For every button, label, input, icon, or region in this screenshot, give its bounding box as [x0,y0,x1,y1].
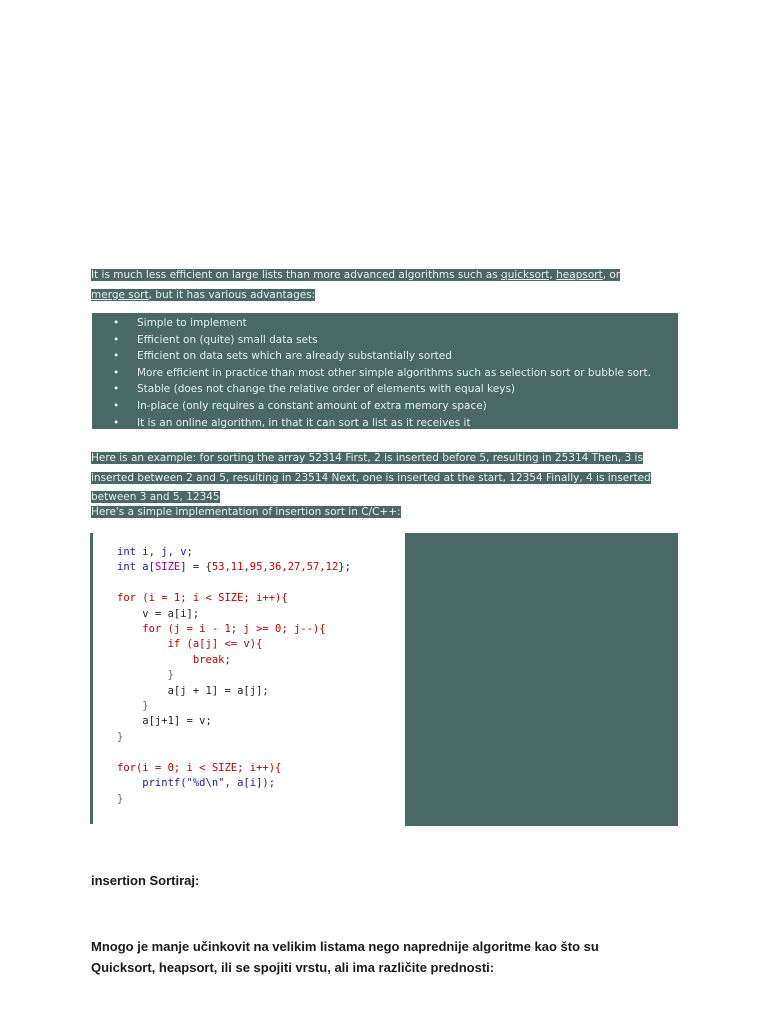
code-token: 53,11,95,36,27,57,12 [211,561,339,574]
list-item: • Efficient on (quite) small data sets [92,332,678,349]
code-line: a[j + 1] = a[j]; [117,684,269,697]
advantages-box [92,313,678,429]
code-line: a[j+1] = v; [117,715,212,728]
list-item: • Simple to implement [92,315,678,332]
code-token: ] = { [180,561,212,574]
mergesort-link[interactable]: merge sort [91,288,149,301]
code-block [90,533,403,824]
code-line: v = a[i]; [117,607,200,620]
code-side-panel [405,533,678,826]
code-line: } [117,792,124,805]
code-listing [93,533,403,807]
list-item: • It is an online algorithm, in that it can sort a list as it receives it [92,415,678,432]
intro-text-2: , but it has various advantages: [148,288,316,301]
quicksort-link[interactable]: quicksort [501,269,550,281]
code-line: int i, j, v; [117,546,193,558]
section-heading: insertion Sortiraj: [91,873,200,888]
intro-sep-2: , or [602,269,621,281]
code-line: for (i = 1; i < SIZE; i++){ [117,592,288,605]
heapsort-link[interactable]: heapsort [556,269,603,281]
intro-text-1: It is much less efficient on large lists than more advanced algorithms such as [91,269,502,281]
implementation-note [91,500,401,520]
code-line: for(i = 0; i < SIZE; i++){ [117,761,282,774]
example-text: Here is an example: for sorting the array 52314 First, 2 is inserted before 5, resulting in 25314 Then, 3 is inserted between 2 and 5, resulting in 23514 Next, one is inserted at the start, 12354 Finally, 4 is inserted between 3 and 5, 12345 [91,452,651,503]
advantages-list [92,313,678,431]
code-line: int a[ [117,561,155,574]
code-line: } [117,700,149,713]
list-item: • Efficient on data sets which are already substantially sorted [92,348,678,365]
code-line: break; [117,653,231,666]
intro-sep-1: , [549,269,557,281]
code-token: SIZE [154,561,181,574]
code-line: } [117,730,124,743]
list-item: • Stable (does not change the relative order of elements with equal keys) [92,381,678,398]
code-token: }; [338,561,351,574]
list-item: • In-place (only requires a constant amount of extra memory space) [92,398,678,415]
code-line: for (j = i - 1; j >= 0; j--){ [117,623,326,636]
body-paragraph: Mnogo je manje učinkovit na velikim listama nego naprednije algoritme kao što su Quicksort, heapsort, ili se spojiti vrstu, ali ima različite prednosti: [91,939,599,975]
implementation-note-text: Here's a simple implementation of insertion sort in C/C++: [91,506,401,518]
code-line: if (a[j] <= v){ [117,638,263,651]
code-line: } [117,669,174,682]
intro-paragraph [91,263,653,302]
example-paragraph [91,446,651,505]
list-item: • More efficient in practice than most other simple algorithms such as selection sort or bubble sort. [92,365,678,382]
code-line: printf("%d\n", a[i]); [117,777,276,790]
